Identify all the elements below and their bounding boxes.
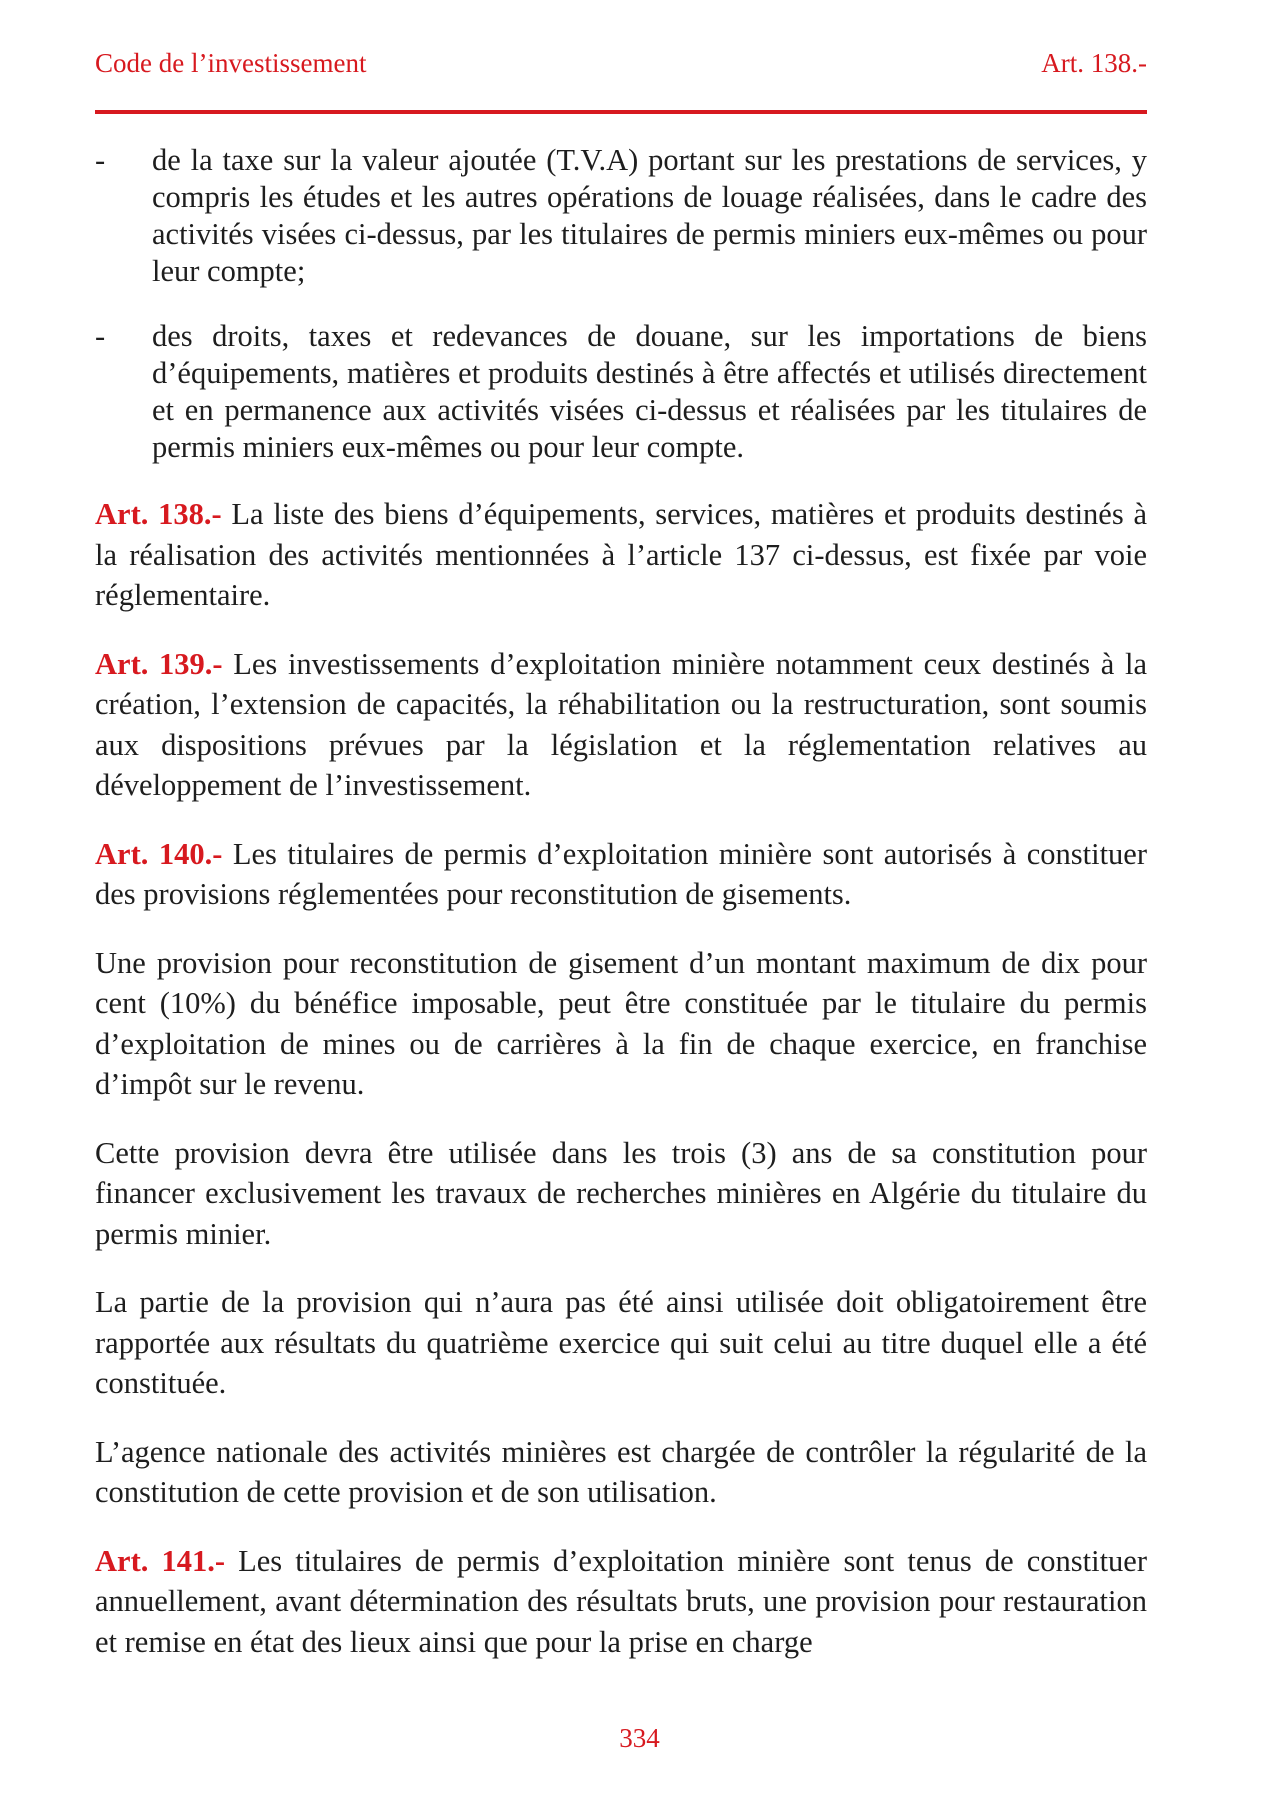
list-item <box>95 318 1147 466</box>
list-item <box>95 142 1147 290</box>
article-138 <box>95 494 1147 616</box>
article-label: Art. 139.- <box>95 646 223 681</box>
article-text: Les titulaires de permis d’exploitation minière sont autorisés à constituer des provisions réglementées pour reconstitution de gisements. <box>95 836 1147 911</box>
paragraph: Cette provision devra être utilisée dans les trois (3) ans de sa constitution pour financer exclusivement les travaux de recherches minières en Algérie du titulaire du permis minier. <box>95 1135 1147 1251</box>
article-140 <box>95 834 1147 915</box>
article-label: Art. 138.- <box>95 497 222 531</box>
paragraph: Une provision pour reconstitution de gisement d’un montant maximum de dix pour cent (10%) du bénéfice imposable, peut être constituée par le titulaire du permis d’exploitation de mines ou de carrières à la fin de chaque exercice, en franchise d’impôt sur le revenu. <box>95 945 1147 1101</box>
page-body <box>95 142 1147 1690</box>
paragraph: La partie de la provision qui n’aura pas été ainsi utilisée doit obligatoirement être rapportée aux résultats du quatrième exercice qui suit celui au titre duquel elle a été constituée. <box>95 1285 1147 1400</box>
article-141 <box>95 1541 1147 1663</box>
article-text: Les titulaires de permis d’exploitation minière sont tenus de constituer annuellement, avant détermination des résultats bruts, une provision pour restauration et remise en état des lieux ainsi que pour la prise en charge <box>95 1543 1148 1659</box>
article-text: La liste des biens d’équipements, services, matières et produits destinés à la réalisation des activités mentionnées à l’article 137 ci-dessus, est fixée par voie réglementaire. <box>95 497 1147 612</box>
article-139 <box>95 644 1147 806</box>
header-article-ref: Art. 138.- <box>1041 48 1147 78</box>
article-text: Les investissements d’exploitation minière notamment ceux destinés à la création, l’extension de capacités, la réhabilitation ou la restructuration, sont soumis aux dispositions prévues par la législation et la réglementation relatives au développement de l’investissement. <box>95 646 1147 802</box>
header-rule <box>95 110 1147 114</box>
header-title: Code de l’investissement <box>95 48 367 78</box>
article-label: Art. 140.- <box>95 836 223 871</box>
paragraph: L’agence nationale des activités minières est chargée de contrôler la régularité de la constitution de cette provision et de son utilisation. <box>95 1434 1147 1509</box>
page-number: 334 <box>619 1723 660 1753</box>
bullet-dash: - <box>95 319 106 353</box>
bullet-text: de la taxe sur la valeur ajoutée (T.V.A) portant sur les prestations de services, y compris les études et les autres opérations de louage réalisées, dans le cadre des activités visées ci-dessus, par les titulaires de permis miniers eux-mêmes ou pour leur compte; <box>152 143 1147 288</box>
running-header <box>95 48 1147 88</box>
bullet-text: des droits, taxes et redevances de douane, sur les importations de biens d’équipements, matières et produits destinés à être affectés et utilisés directement et en permanence aux activités visées ci-dessus et réalisées par les titulaires de permis miniers eux-mêmes ou pour leur compte. <box>152 319 1147 464</box>
article-label: Art. 141.- <box>95 1543 225 1578</box>
bullet-dash: - <box>95 143 106 177</box>
